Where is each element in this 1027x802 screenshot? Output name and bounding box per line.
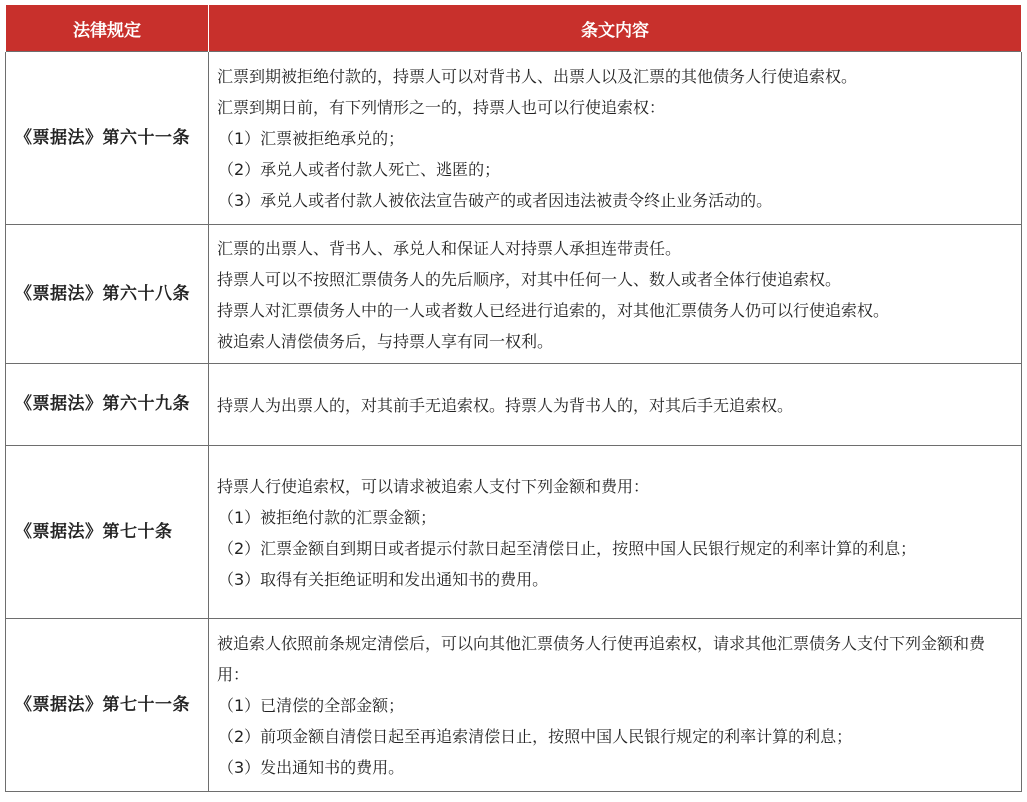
law-table xyxy=(5,5,1022,792)
content-line: 持票人对汇票债务人中的一人或者数人已经进行追索的，对其他汇票债务人仍可以行使追索权。 xyxy=(217,300,890,320)
content-line: 汇票到期被拒绝付款的，持票人可以对背书人、出票人以及汇票的其他债务人行使追索权。 xyxy=(217,67,858,86)
article-content xyxy=(209,225,1022,364)
article-content xyxy=(209,619,1022,792)
content-line: 持票人可以不按照汇票债务人的先后顺序，对其中任何一人、数人或者全体行使追索权。 xyxy=(217,269,842,289)
law-reference: 《票据法》第七十一条 xyxy=(6,619,209,792)
content-line: （2）前项金额自清偿日起至再追索清偿日止，按照中国人民银行规定的利率计算的利息； xyxy=(218,727,853,746)
content-line: 被追索人清偿债务后，与持票人享有同一权利。 xyxy=(217,331,554,351)
table-row xyxy=(6,52,1022,225)
header-law: 法律规定 xyxy=(6,5,209,52)
content-line: 持票人行使追索权，可以请求被追索人支付下列金额和费用： xyxy=(217,476,650,496)
table-row xyxy=(6,364,1022,446)
content-line: （2）汇票金额自到期日或者提示付款日起至清偿日止，按照中国人民银行规定的利率计算的利息； xyxy=(218,538,917,558)
content-line: 被追索人依照前条规定清偿后，可以向其他汇票债务人行使再追索权，请求其他汇票债务人支付下列金额和费用： xyxy=(217,634,986,684)
content-line: 汇票的出票人、背书人、承兑人和保证人对持票人承担连带责任。 xyxy=(217,238,682,258)
content-line: （3）承兑人或者付款人被依法宣告破产的或者因违法被责令终止业务活动的。 xyxy=(218,191,773,210)
table-row xyxy=(6,225,1022,364)
content-line: （3）发出通知书的费用。 xyxy=(218,758,405,777)
content-line: 汇票到期日前，有下列情形之一的，持票人也可以行使追索权： xyxy=(217,98,666,117)
content-line: （3）取得有关拒绝证明和发出通知书的费用。 xyxy=(218,569,549,589)
law-reference: 《票据法》第七十条 xyxy=(6,446,209,619)
table-row xyxy=(6,619,1022,792)
article-content xyxy=(209,446,1022,619)
header-row xyxy=(6,5,1022,52)
content-line: （1）汇票被拒绝承兑的； xyxy=(218,129,405,148)
content-line: 持票人为出票人的，对其前手无追索权。持票人为背书人的，对其后手无追索权。 xyxy=(217,395,794,415)
content-line: （1）已清偿的全部金额； xyxy=(218,696,405,715)
article-content xyxy=(209,364,1022,446)
table-row xyxy=(6,446,1022,619)
content-line: （1）被拒绝付款的汇票金额； xyxy=(218,507,437,527)
header-content: 条文内容 xyxy=(209,5,1022,52)
content-line: （2）承兑人或者付款人死亡、逃匿的； xyxy=(218,160,501,179)
law-reference: 《票据法》第六十一条 xyxy=(6,52,209,225)
law-reference: 《票据法》第六十八条 xyxy=(6,225,209,364)
law-reference: 《票据法》第六十九条 xyxy=(6,364,209,446)
article-content xyxy=(209,52,1022,225)
